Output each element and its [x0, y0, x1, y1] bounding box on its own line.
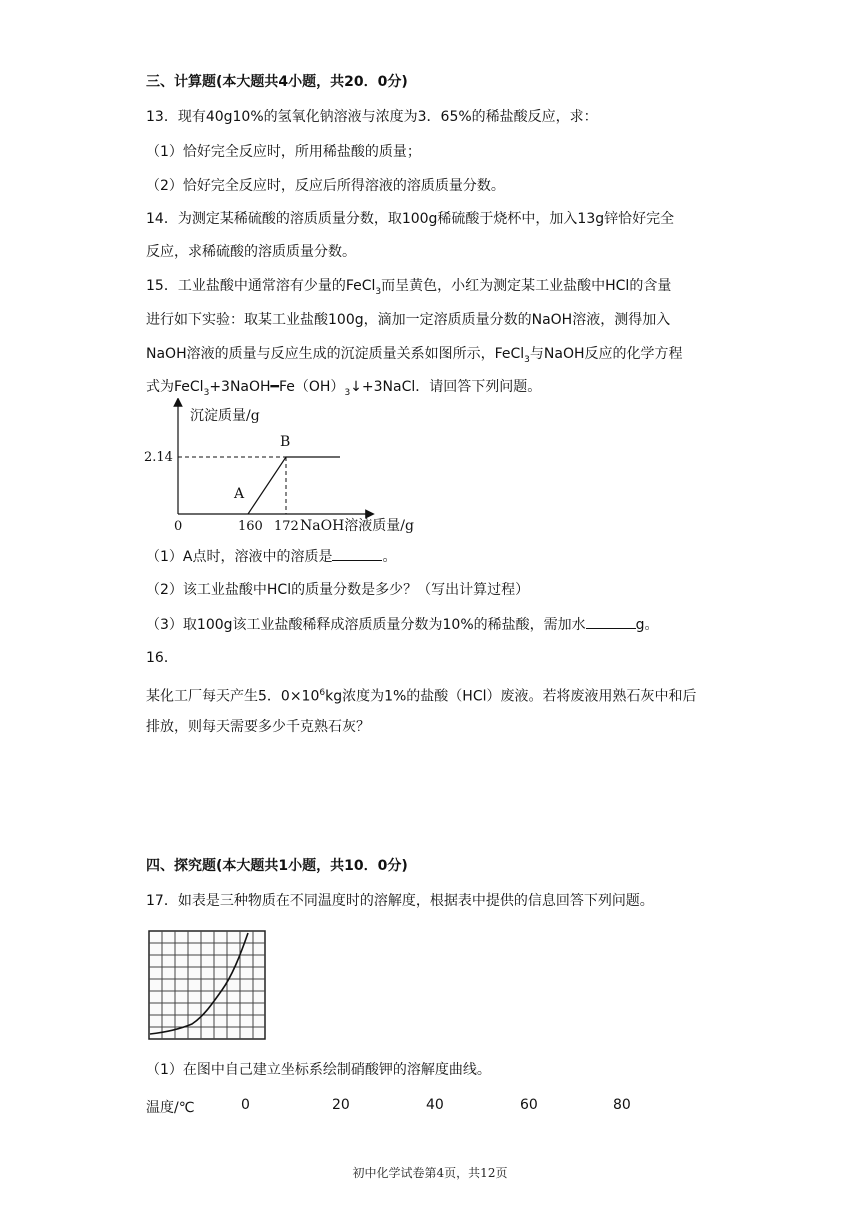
q15-part3: （3）取100g该工业盐酸稀释成溶质质量分数为10%的稀盐酸，需加水 g。 [146, 614, 659, 635]
q16-line1: 某化工厂每天产生5．$0\times 10^6kg$浓度为1%的盐酸（HCl）废液。若将废液用熟石灰中和后 [146, 688, 697, 705]
temperature-value: 40 [426, 1097, 444, 1113]
section-heading-calculation: 三、计算题(本大题共4小题，共20．0分) [146, 74, 408, 90]
x-tick-label-172: 172 [274, 519, 299, 534]
q14-line2: 反应，求稀硫酸的溶质质量分数。 [146, 244, 356, 260]
series-line [248, 457, 340, 514]
q14-line1: 14．为测定某稀硫酸的溶质质量分数，取100g稀硫酸于烧杯中，加入13g锌恰好完全 [146, 211, 675, 227]
temperature-header: 温度/℃ [146, 1100, 195, 1116]
point-label-b: B [280, 434, 291, 450]
q15-part2: （2）该工业盐酸中HCl的质量分数是多少？（写出计算过程） [146, 582, 530, 598]
precipitate-chart [140, 398, 440, 538]
y-axis-label: 沉淀质量/g [190, 408, 260, 424]
q15-line3: NaOH溶液的质量与反应生成的沉淀质量关系如图所示，FeCl$_3$与NaOH反应的化学方程 [146, 346, 683, 365]
q16-line2: 排放，则每天需要多少千克熟石灰？ [146, 719, 370, 735]
temperature-value: 60 [520, 1097, 538, 1113]
page-footer: 初中化学试卷第4页，共12页 [352, 1166, 508, 1180]
q15-line4: 式为$FeCl_3+3NaOH━Fe(OH)_3↓+3NaCl$．请回答下列问题。 [146, 379, 542, 398]
q15-part1: （1）A点时，溶液中的溶质是 。 [146, 546, 396, 567]
temperature-row [146, 1097, 706, 1117]
q13-stem: 13．现有40g10%的氢氧化钠溶液与浓度为3．65%的稀盐酸反应，求： [146, 109, 598, 125]
q17-part1: （1）在图中自己建立坐标系绘制硝酸钾的溶解度曲线。 [146, 1062, 491, 1078]
q13-part2: （2）恰好完全反应时，反应后所得溶液的溶质质量分数。 [146, 178, 505, 194]
q15-line1: 15．工业盐酸中通常溶有少量的FeCl$_3$而呈黄色，小红为测定某工业盐酸中HCl的含量 [146, 278, 672, 297]
q13-part1: （1）恰好完全反应时，所用稀盐酸的质量； [146, 144, 421, 160]
answer-blank [586, 614, 636, 629]
temperature-value: 20 [332, 1097, 350, 1113]
x-tick-label-0: 0 [174, 519, 183, 534]
answer-blank [332, 546, 382, 561]
point-label-a: A [234, 486, 245, 502]
temperature-value: 0 [241, 1097, 250, 1113]
solubility-grid-sketch [148, 930, 268, 1042]
x-tick-label-160: 160 [238, 519, 263, 534]
temperature-value: 80 [613, 1097, 631, 1113]
x-axis-label: NaOH溶液质量/g [300, 518, 414, 534]
q17-stem: 17．如表是三种物质在不同温度时的溶解度，根据表中提供的信息回答下列问题。 [146, 893, 654, 909]
section-heading-inquiry: 四、探究题(本大题共1小题，共10．0分) [146, 858, 408, 874]
y-tick-label: 2.14 [144, 450, 173, 465]
q15-line2: 进行如下实验：取某工业盐酸100g，滴加一定溶质质量分数的NaOH溶液，测得加入 [146, 312, 671, 328]
q16-number: 16． [146, 650, 178, 666]
